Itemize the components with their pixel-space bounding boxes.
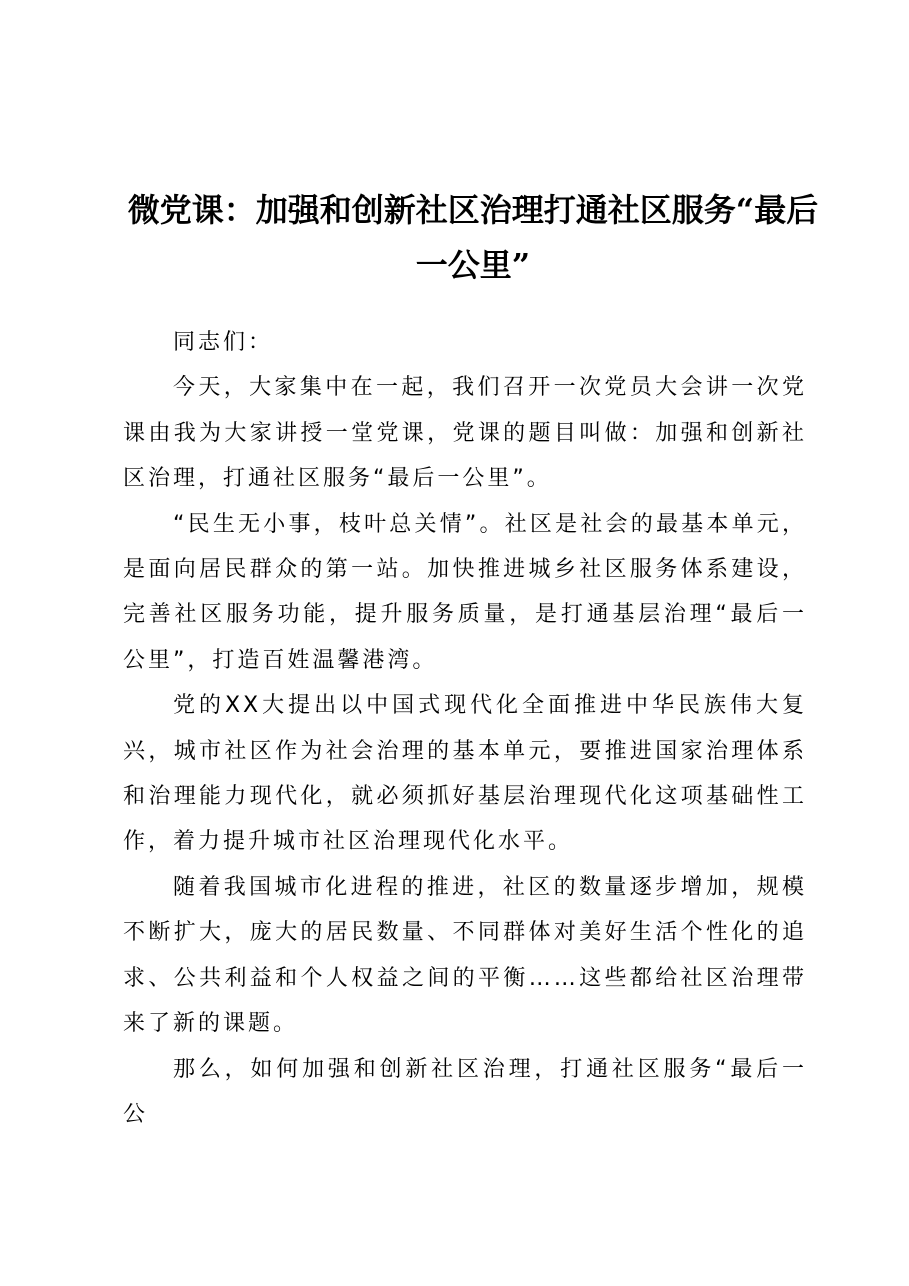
paragraph-2: “民生无小事，枝叶总关情”。社区是社会的最基本单元，是面向居民群众的第一站。加快推进城乡社区服务体系建设，完善社区服务功能，提升服务质量，是打通基层治理“最后一公里”，打造百姓温馨港湾。 xyxy=(123,511,807,673)
salutation: 同志们： xyxy=(173,330,274,355)
document-title: 微党课：加强和创新社区治理打通社区服务“最后一公里” xyxy=(127,191,819,284)
paragraph-4: 随着我国城市化进程的推进，社区的数量逐步增加，规模不断扩大，庞大的居民数量、不同群体对美好生活个性化的追求、公共利益和个人权益之间的平衡……这些都给社区治理带来了新的课题。 xyxy=(123,874,807,1037)
paragraph-5: 那么，如何加强和创新社区治理，打通社区服务“最后一公 xyxy=(123,1056,807,1127)
document-body xyxy=(123,320,807,1137)
paragraph-3: 党的XX大提出以中国式现代化全面推进中华民族伟大复兴，城市社区作为社会治理的基本单元，要推进国家治理体系和治理能力现代化，就必须抓好基层治理现代化这项基础性工作，着力提升城市社区治理现代化水平。 xyxy=(123,693,807,855)
paragraph-1: 今天，大家集中在一起，我们召开一次党员大会讲一次党课由我为大家讲授一堂党课，党课的题目叫做：加强和创新社区治理，打通社区服务“最后一公里”。 xyxy=(123,375,807,492)
